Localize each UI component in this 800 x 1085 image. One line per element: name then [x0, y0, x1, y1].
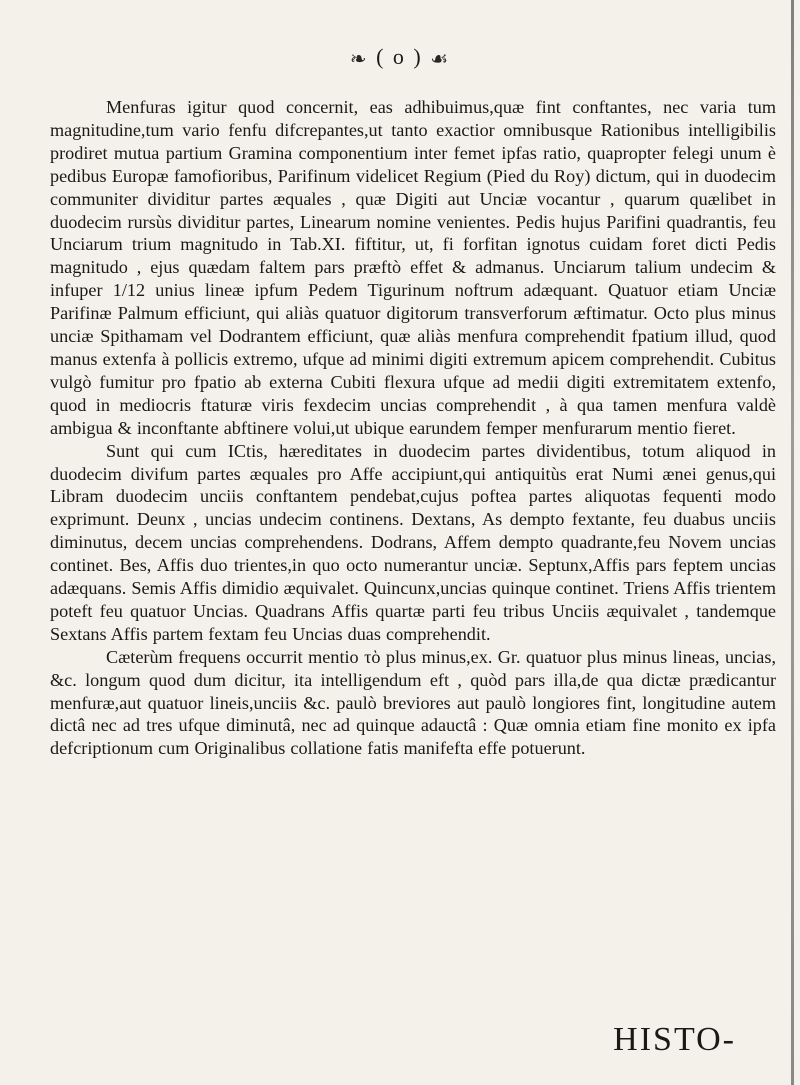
- page-number: ( o ): [376, 44, 423, 69]
- paragraph-as-divisions: Sunt qui cum ICtis, hæreditates in duodecim partes dividentibus, totum aliquod in duodecim divifum partes æquales pro Affe accipiunt,qui antiquitùs erat Numi ænei genus,qui Libram duodecim unciis conftantem pendebat,cujus poftea partes aliquotas fequenti modo exprimunt. Deunx , uncias undecim continens. Dextans, As dempto fextante, feu duabus unciis diminutus, decem uncias comprehendens. Dodrans, Affem dempto quadrante,feu Novem uncias continet. Bes, Affis duo trientes,in quo octo numerantur unciæ. Septunx,Affis pars feptem uncias adæquans. Semis Affis dimidio æquivalet. Quincunx,uncias quinque continet. Triens Affis trientem poteft feu quatuor Uncias. Quadrans Affis quartæ parti feu tribus Unciis æquivalet , tandemque Sextans Affis partem fextam feu Uncias duas comprehendit.: [50, 440, 776, 644]
- paragraph-measures: Menfuras igitur quod concernit, eas adhibuimus,quæ fint conftantes, nec varia tum magnitudine,tum vario fenfu difcrepantes,ut tanto exactior omnibusque Rationibus intelligibilis prodiret mutua partium Gramina componentium inter femet ipfas ratio, quapropter felegi unum è pedibus Europæ famofioribus, Parifinum videlicet Regium (Pied du Roy) dictum, qui in duodecim communiter dividitur partes æquales , quæ Digiti aut Unciæ vocantur , quarum quælibet in duodecim rursùs dividitur partes, Linearum nomine venientes. Pedis hujus Parifini quadrantis, feu Unciarum trium magnitudo in Tab.XI. fiftitur, ut, fi forfitan ignotus cuidam foret dicti Pedis magnitudo , ejus quædam faltem pars præftò effet & admanus. Unciarum talium undecim & infuper 1/12 unius lineæ ipfum Pedem Tigurinum noftrum adæquant. Quatuor etiam Unciæ Parifinæ Palmum efficiunt, qui aliàs quatuor digitorum transverforum æftimatur. Octo plus minus unciæ Spithamam vel Dodrantem efficiunt, quæ aliàs menfura comprehendit fpatium illud, quod manus extenfa à pollicis extremo, ufque ad minimi digiti extremum apicem comprehendit. Cubitus vulgò fumitur pro fpatio ab externa Cubiti flexura ufque ad medii digiti extremitatem extenfo, quod in mediocris ftaturæ viris fexdecim uncias comprehendit , à qua tamen menfura valdè ambigua & inconftante abftinere volui,ut ubique earundem femper menfurarum mentio fieret.: [50, 97, 776, 438]
- left-ornament-icon: ❧: [349, 48, 369, 71]
- page-header: [0, 44, 800, 71]
- catchword: HISTO-: [613, 1021, 736, 1058]
- body-text: [50, 96, 776, 760]
- right-ornament-icon: ☙: [430, 48, 451, 71]
- page-edge: [791, 0, 794, 1085]
- paragraph-plus-minus: Cæterùm frequens occurrit mentio τὸ plus minus,ex. Gr. quatuor plus minus lineas, uncias, &c. longum quod dum dicitur, ita intelligendum eft , quòd pars illa,de qua dictæ prædicantur menfuræ,aut quatuor lineis,unciis &c. paulò breviores aut paulò longiores fint, longitudine autem dictâ nec ad tres ufque diminutâ, nec ad quinque adauctâ : Quæ omnia etiam fine monito ex ipfa defcriptionum cum Originalibus collatione fatis manifefta effe potuerunt.: [50, 646, 776, 759]
